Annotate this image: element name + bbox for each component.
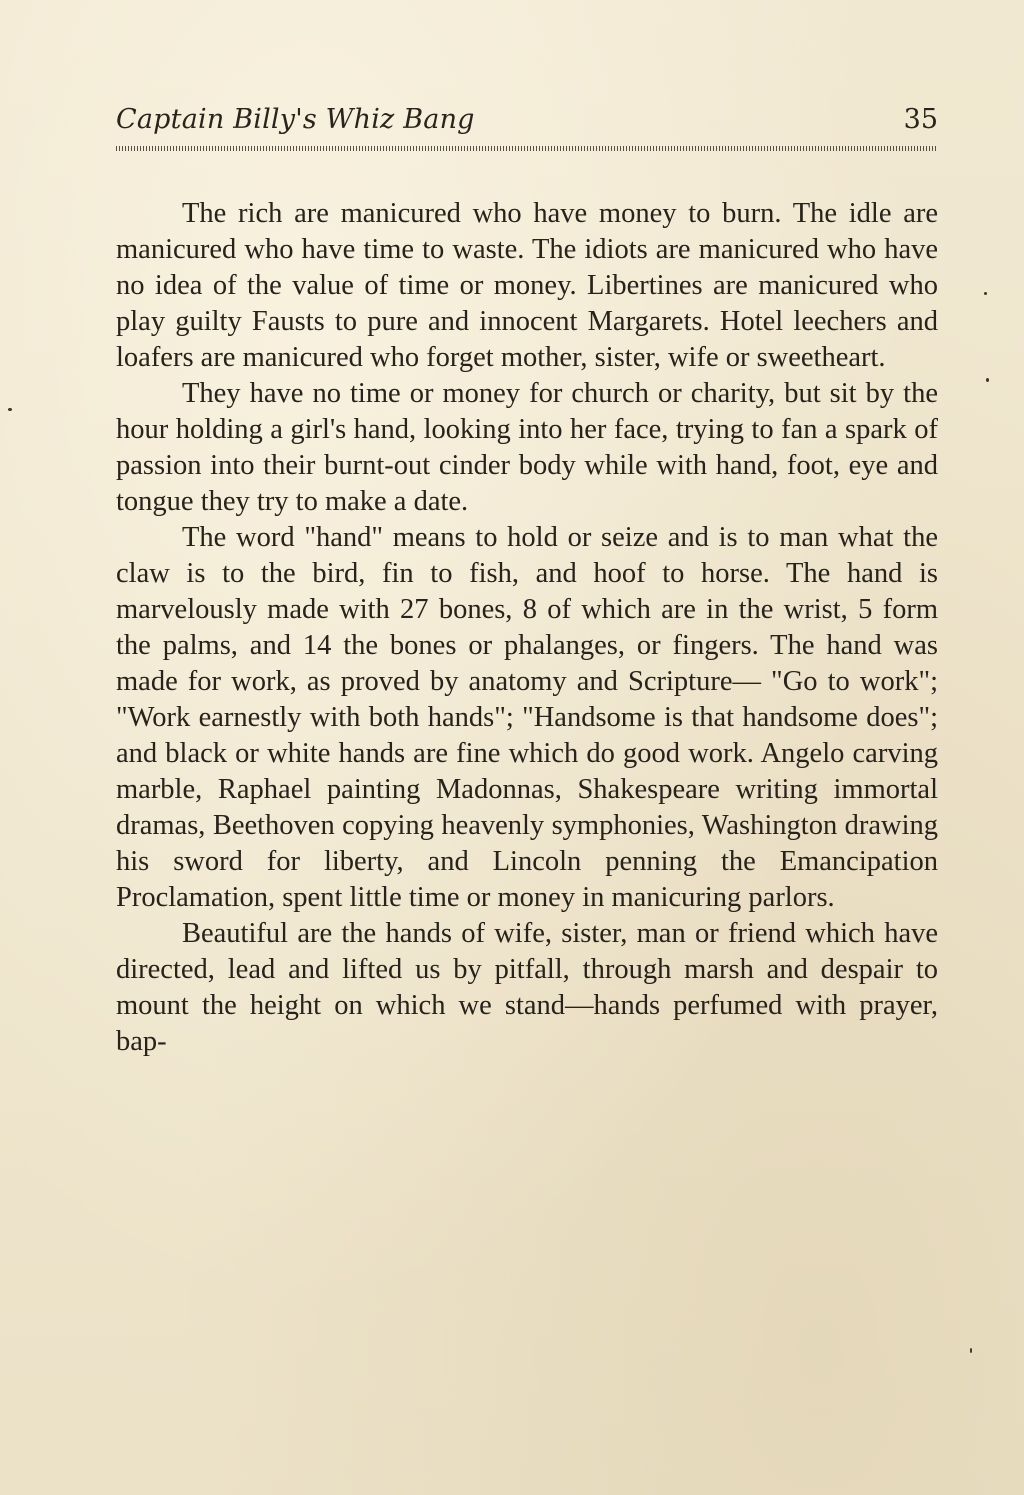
paper-speck: [8, 408, 12, 411]
page-number: 35: [903, 104, 938, 135]
body-text: [116, 196, 938, 1060]
paper-speck: [984, 292, 987, 295]
paper-speck: [986, 378, 989, 382]
page-header: [116, 104, 938, 144]
paragraph: The word "hand" means to hold or seize and is to man what the claw is to the bird, fin to fish, and hoof to horse. The hand is marvelously made with 27 bones, 8 of which are in the wrist, 5 form the palms, and 14 the bones or phalanges, or fingers. The hand was made for work, as proved by anatomy and Scripture— "Go to work"; "Work earnestly with both hands"; "Handsome is that handsome does"; and black or white hands are fine which do good work. Angelo carving marble, Raphael painting Madonnas, Shakespeare writing immortal dramas, Beethoven copying heavenly symphonies, Washington drawing his sword for liberty, and Lincoln penning the Emancipation Proclamation, spent little time or money in manicuring parlors.: [116, 522, 938, 913]
paragraph: The rich are manicured who have money to burn. The idle are manicured who have time to waste. The idiots are manicured who have no idea of the value of time or money. Libertines are manicured who play guilty Fausts to pure and innocent Margarets. Hotel leechers and loafers are manicured who forget mother, sister, wife or sweetheart.: [116, 198, 938, 373]
paragraph: They have no time or money for church or charity, but sit by the hour holding a girl's hand, looking into her face, trying to fan a spark of passion into their burnt-out cinder body while with hand, foot, eye and tongue they try to make a date.: [116, 378, 938, 517]
running-title: Captain Billy's Whiz Bang: [116, 104, 475, 135]
paper-speck: [970, 1348, 972, 1353]
header-rule: [116, 146, 938, 151]
paragraph: Beautiful are the hands of wife, sister, man or friend which have directed, lead and lifted us by pitfall, through marsh and despair to mount the height on which we stand—hands perfumed with prayer, bap-: [116, 918, 938, 1057]
